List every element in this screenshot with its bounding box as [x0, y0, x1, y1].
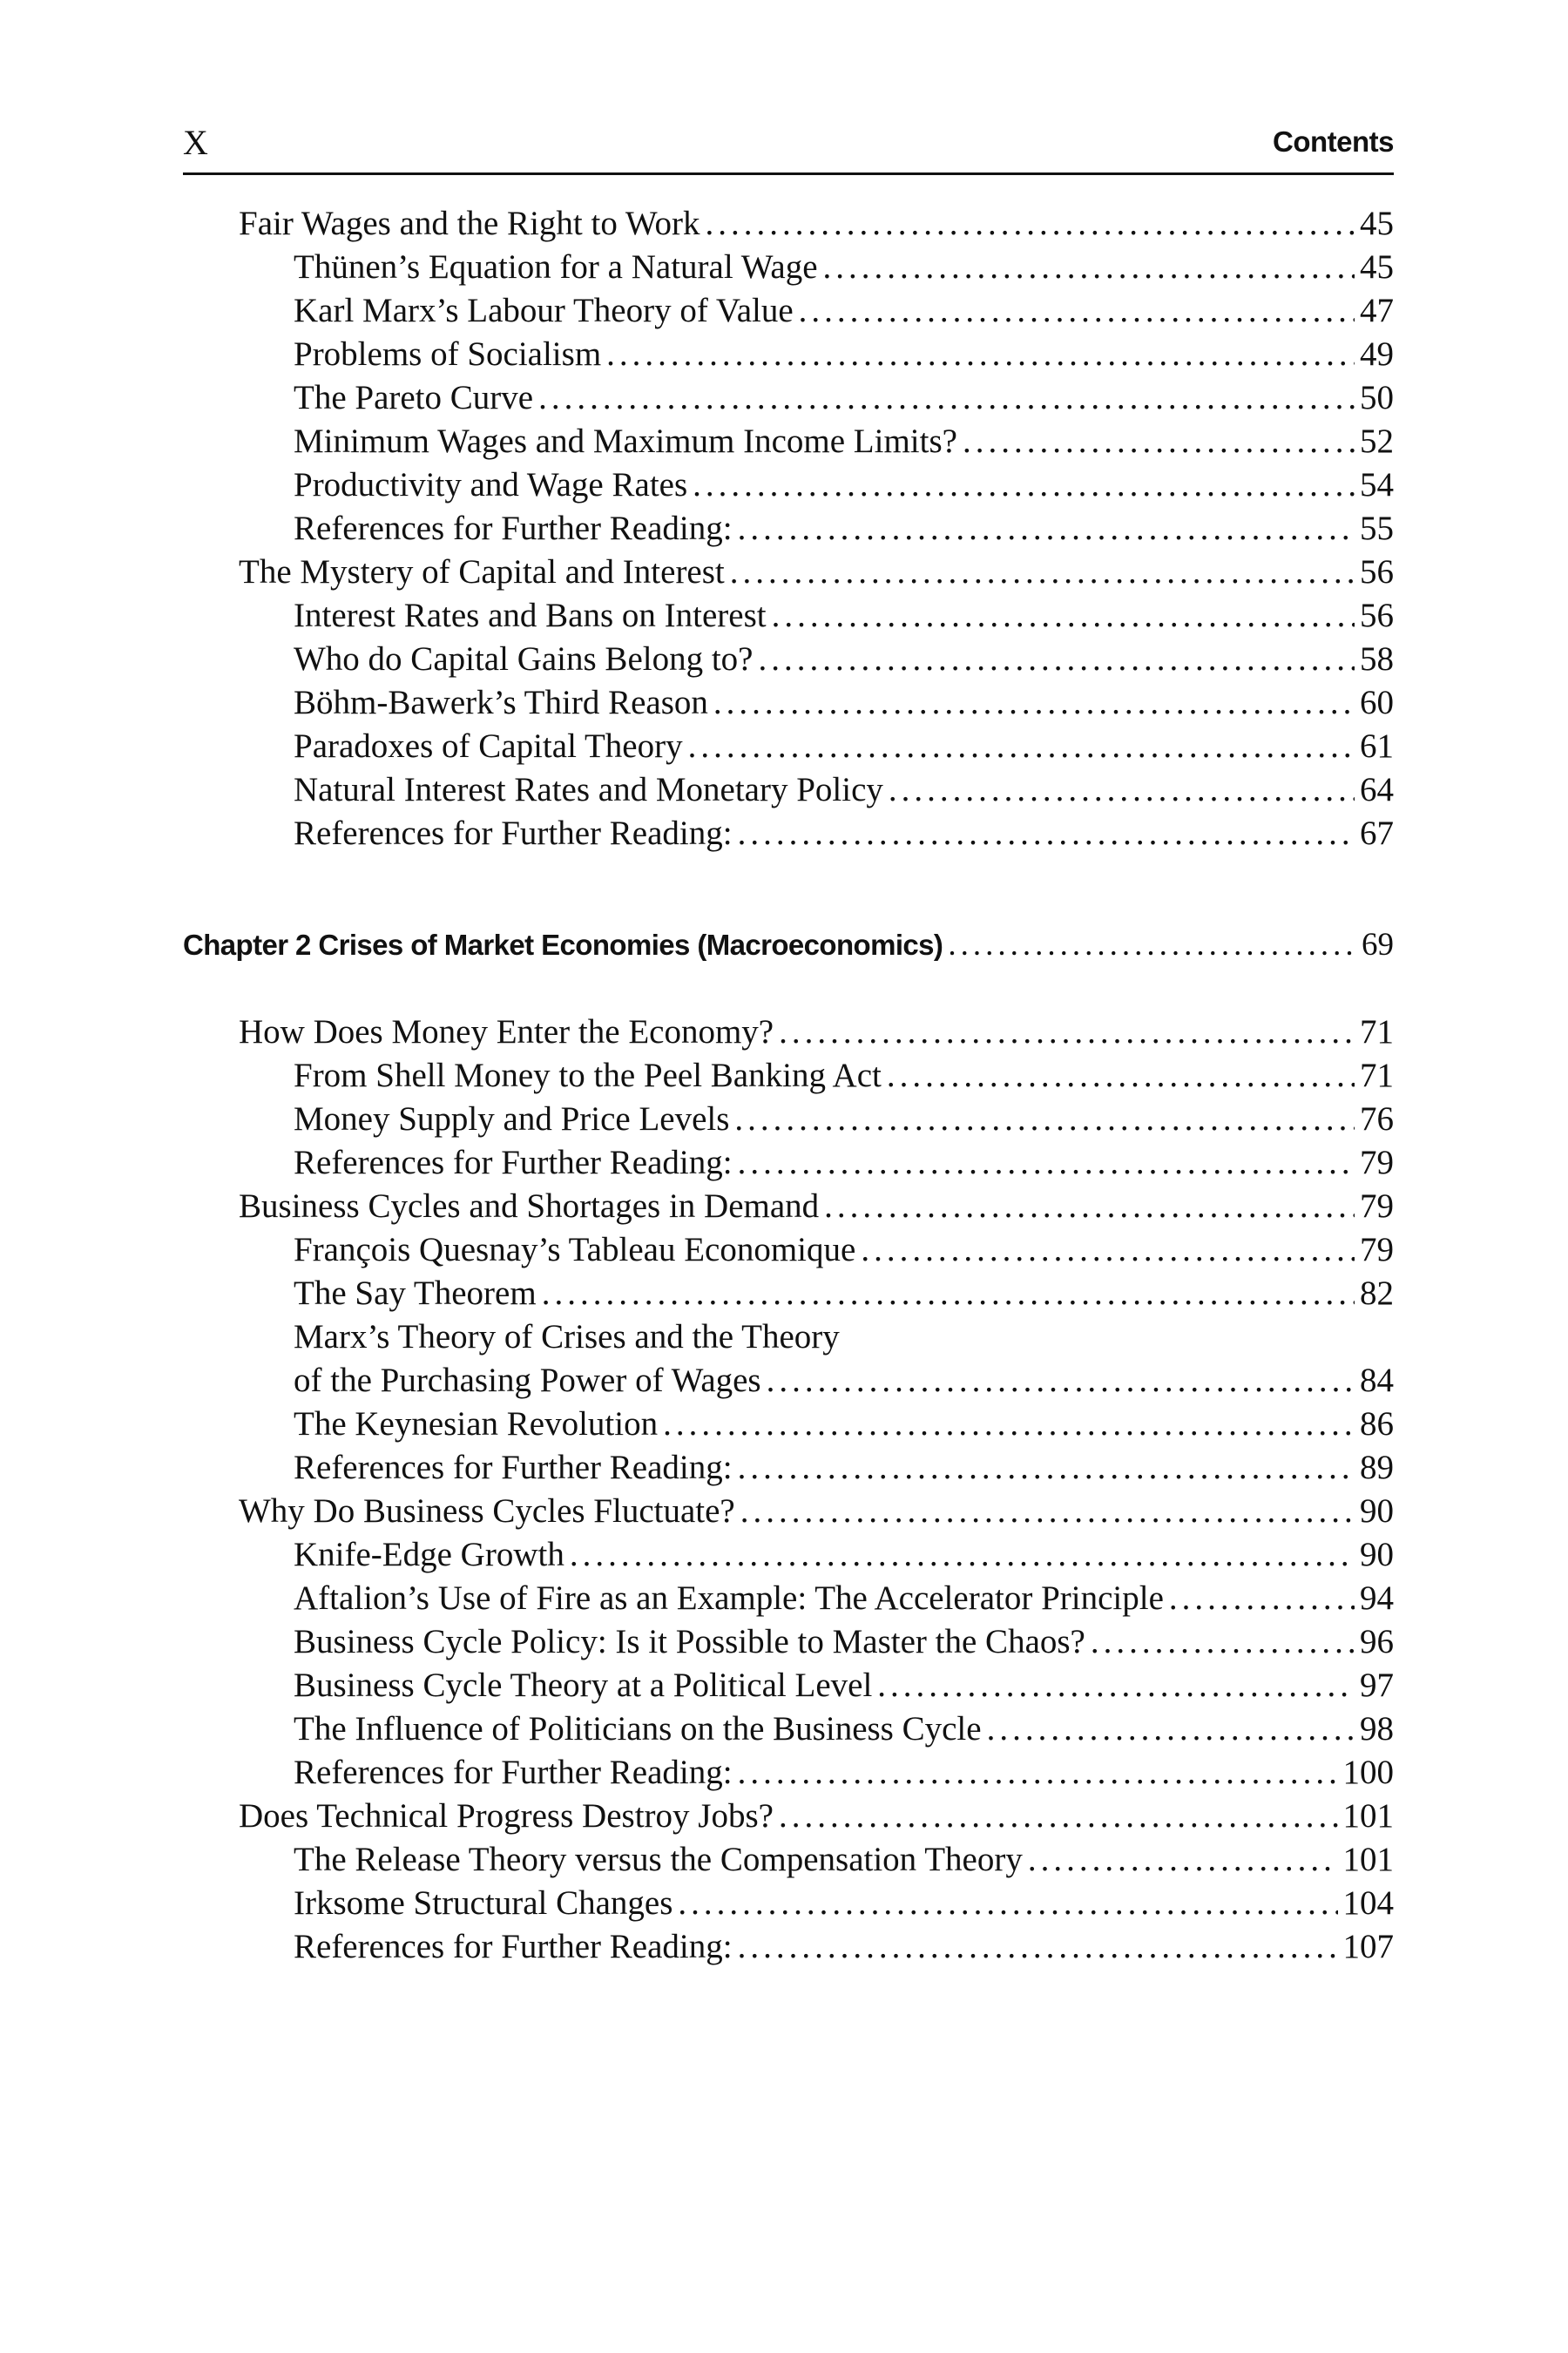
toc-chapter-entry: Chapter 2 Crises of Market Economies (Macroeconomics) ..... 69 [183, 923, 1394, 967]
toc-entry: The Influence of Politicians on the Business Cycle ..... 98 [183, 1707, 1394, 1751]
toc-entry: Why Do Business Cycles Fluctuate? ..... 90 [183, 1490, 1394, 1533]
toc-entry: The Release Theory versus the Compensation Theory ..... 101 [183, 1838, 1394, 1882]
toc-entry: Marx’s Theory of Crises and the Theory [294, 1318, 840, 1356]
toc-entry: Fair Wages and the Right to Work ..... 45 [183, 202, 1394, 246]
toc-entry: Paradoxes of Capital Theory ..... 61 [183, 725, 1394, 768]
toc-entry: Interest Rates and Bans on Interest ..... 56 [183, 594, 1394, 638]
toc-entry: Who do Capital Gains Belong to? ..... 58 [183, 638, 1394, 681]
toc-entry: François Quesnay’s Tableau Economique ..... 79 [183, 1228, 1394, 1272]
page-header [183, 122, 1394, 175]
toc-entry: Productivity and Wage Rates ..... 54 [183, 463, 1394, 507]
toc-entry: References for Further Reading: ..... 79 [183, 1141, 1394, 1185]
running-head: Contents [1273, 125, 1394, 158]
toc-entry: Knife-Edge Growth ..... 90 [183, 1533, 1394, 1577]
toc-entry: Aftalion’s Use of Fire as an Example: The Accelerator Principle ..... 94 [183, 1577, 1394, 1620]
toc-entry: The Say Theorem ..... 82 [183, 1272, 1394, 1315]
toc-entry: Minimum Wages and Maximum Income Limits? ..... 52 [183, 420, 1394, 463]
toc-entry: Karl Marx’s Labour Theory of Value ..... 47 [183, 289, 1394, 333]
toc-entry: Business Cycle Policy: Is it Possible to Master the Chaos? ..... 96 [183, 1620, 1394, 1664]
toc-entry: Business Cycle Theory at a Political Level ..... 97 [183, 1664, 1394, 1707]
toc-entry: The Mystery of Capital and Interest ..... 56 [183, 551, 1394, 594]
toc-entry: References for Further Reading: ..... 100 [183, 1751, 1394, 1795]
toc-entry: The Pareto Curve ..... 50 [183, 376, 1394, 420]
toc-entry: References for Further Reading: ..... 107 [183, 1925, 1394, 1969]
toc-entry: How Does Money Enter the Economy? ..... 71 [183, 1011, 1394, 1054]
toc-entry: Natural Interest Rates and Monetary Policy ..... 64 [183, 768, 1394, 812]
toc-entry: Business Cycles and Shortages in Demand ..... 79 [183, 1185, 1394, 1228]
toc-entry: Problems of Socialism ..... 49 [183, 333, 1394, 376]
toc-entry: Money Supply and Price Levels ..... 76 [183, 1098, 1394, 1141]
toc-entry: The Keynesian Revolution ..... 86 [183, 1403, 1394, 1446]
toc-entry: From Shell Money to the Peel Banking Act ..... 71 [183, 1054, 1394, 1098]
toc-entry: Does Technical Progress Destroy Jobs? ..... 101 [183, 1795, 1394, 1838]
toc-entry: References for Further Reading: ..... 89 [183, 1446, 1394, 1490]
page-number: X [183, 123, 208, 162]
toc-entry: Thünen’s Equation for a Natural Wage ..... 45 [183, 246, 1394, 289]
toc-entry: of the Purchasing Power of Wages ..... 84 [183, 1359, 1394, 1403]
toc-entry: References for Further Reading: ..... 55 [183, 507, 1394, 551]
toc-entry: Irksome Structural Changes ..... 104 [183, 1882, 1394, 1925]
toc-entry: References for Further Reading: ..... 67 [183, 812, 1394, 855]
toc-entry: Böhm-Bawerk’s Third Reason ..... 60 [183, 681, 1394, 725]
